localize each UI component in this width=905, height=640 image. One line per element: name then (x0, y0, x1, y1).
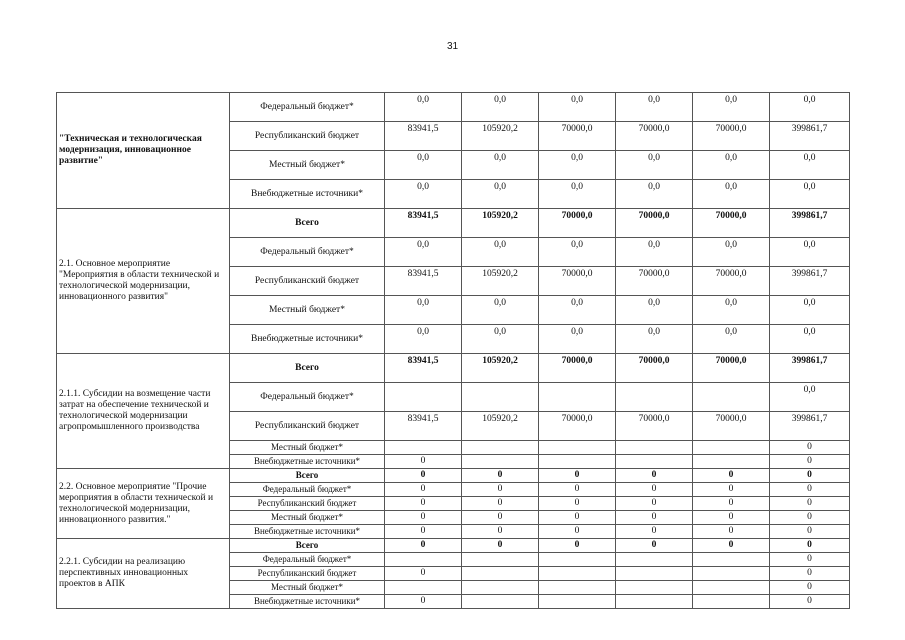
value-cell: 399861,7 (770, 412, 850, 441)
value-cell (539, 455, 616, 469)
value-cell: 105920,2 (462, 412, 539, 441)
value-cell (462, 455, 539, 469)
value-cell (462, 581, 539, 595)
value-cell: 83941,5 (385, 122, 462, 151)
value-cell: 0 (616, 539, 693, 553)
value-cell: 0,0 (616, 151, 693, 180)
value-cell: 70000,0 (616, 267, 693, 296)
value-cell: 0 (770, 539, 850, 553)
value-cell (462, 383, 539, 412)
value-cell: 0 (385, 497, 462, 511)
value-cell: 0 (770, 567, 850, 581)
section-label: 2.1. Основное мероприятие "Мероприятия в области технической и технологической модернизации, инновационного развития" (57, 209, 230, 354)
value-cell (385, 581, 462, 595)
value-cell: 83941,5 (385, 354, 462, 383)
section-label: 2.1.1. Субсидии на возмещение части затрат на обеспечение технической и технологической модернизации агропромышленного производства (57, 354, 230, 469)
value-cell: 83941,5 (385, 209, 462, 238)
value-cell (693, 567, 770, 581)
value-cell: 0 (693, 497, 770, 511)
value-cell (539, 581, 616, 595)
page-number: 31 (446, 41, 459, 52)
value-cell: 0,0 (693, 180, 770, 209)
table-row (57, 469, 850, 483)
table-row (57, 93, 850, 122)
value-cell: 0 (770, 497, 850, 511)
source-label: Местный бюджет* (230, 151, 385, 180)
value-cell: 0,0 (616, 325, 693, 354)
value-cell: 0 (385, 567, 462, 581)
value-cell: 0 (462, 511, 539, 525)
value-cell: 83941,5 (385, 412, 462, 441)
value-cell: 0 (462, 469, 539, 483)
value-cell: 70000,0 (616, 354, 693, 383)
source-label: Внебюджетные источники* (230, 525, 385, 539)
value-cell: 0 (770, 511, 850, 525)
source-label: Федеральный бюджет* (230, 383, 385, 412)
value-cell (693, 553, 770, 567)
source-label: Республиканский бюджет (230, 122, 385, 151)
source-label: Местный бюджет* (230, 441, 385, 455)
value-cell: 399861,7 (770, 354, 850, 383)
value-cell: 0 (770, 553, 850, 567)
source-label: Внебюджетные источники* (230, 325, 385, 354)
value-cell (616, 383, 693, 412)
value-cell (616, 441, 693, 455)
source-label: Местный бюджет* (230, 581, 385, 595)
value-cell: 0,0 (385, 180, 462, 209)
value-cell: 83941,5 (385, 267, 462, 296)
value-cell: 0,0 (462, 296, 539, 325)
value-cell: 0 (385, 525, 462, 539)
value-cell: 0 (616, 525, 693, 539)
value-cell: 0 (462, 497, 539, 511)
source-label: Местный бюджет* (230, 511, 385, 525)
value-cell (385, 553, 462, 567)
value-cell: 0 (385, 455, 462, 469)
value-cell: 0,0 (462, 180, 539, 209)
value-cell (616, 595, 693, 609)
value-cell (385, 383, 462, 412)
value-cell: 0 (385, 511, 462, 525)
table-row (57, 354, 850, 383)
value-cell: 0,0 (539, 238, 616, 267)
source-label: Федеральный бюджет* (230, 553, 385, 567)
source-label: Федеральный бюджет* (230, 93, 385, 122)
value-cell: 105920,2 (462, 267, 539, 296)
value-cell: 0 (693, 469, 770, 483)
value-cell: 105920,2 (462, 354, 539, 383)
value-cell: 0 (616, 497, 693, 511)
value-cell: 0,0 (539, 180, 616, 209)
value-cell: 0,0 (693, 93, 770, 122)
value-cell: 0,0 (539, 325, 616, 354)
value-cell: 0,0 (462, 151, 539, 180)
value-cell: 0,0 (693, 296, 770, 325)
value-cell: 0,0 (770, 383, 850, 412)
value-cell: 0 (770, 581, 850, 595)
value-cell: 0 (693, 483, 770, 497)
table-row (57, 209, 850, 238)
value-cell: 0,0 (385, 325, 462, 354)
value-cell (462, 595, 539, 609)
value-cell: 70000,0 (693, 267, 770, 296)
source-label: Республиканский бюджет (230, 267, 385, 296)
value-cell: 70000,0 (539, 122, 616, 151)
section-label: 2.2.1. Субсидии на реализацию перспективных инновационных проектов в АПК (57, 539, 230, 609)
value-cell: 399861,7 (770, 209, 850, 238)
value-cell: 0 (539, 525, 616, 539)
value-cell: 399861,7 (770, 122, 850, 151)
value-cell: 0 (770, 469, 850, 483)
value-cell: 0,0 (770, 296, 850, 325)
value-cell: 0 (385, 483, 462, 497)
value-cell (539, 595, 616, 609)
source-label: Республиканский бюджет (230, 412, 385, 441)
section-label: "Техническая и технологическая модернизация, инновационное развитие" (57, 93, 230, 209)
value-cell: 0 (770, 595, 850, 609)
value-cell: 0,0 (539, 93, 616, 122)
value-cell: 0,0 (462, 93, 539, 122)
value-cell: 0 (693, 511, 770, 525)
source-label: Всего (230, 354, 385, 383)
value-cell: 0,0 (385, 238, 462, 267)
value-cell: 0,0 (616, 180, 693, 209)
value-cell (693, 455, 770, 469)
value-cell: 70000,0 (693, 122, 770, 151)
value-cell (616, 581, 693, 595)
value-cell: 70000,0 (539, 209, 616, 238)
value-cell (616, 455, 693, 469)
value-cell (539, 567, 616, 581)
source-label: Республиканский бюджет (230, 567, 385, 581)
value-cell: 0,0 (462, 238, 539, 267)
value-cell: 70000,0 (616, 209, 693, 238)
source-label: Республиканский бюджет (230, 497, 385, 511)
value-cell: 0,0 (385, 93, 462, 122)
value-cell: 0 (462, 525, 539, 539)
value-cell: 0 (539, 497, 616, 511)
value-cell (462, 441, 539, 455)
value-cell: 0 (539, 511, 616, 525)
value-cell: 0,0 (539, 151, 616, 180)
value-cell: 0 (539, 483, 616, 497)
value-cell: 0 (539, 539, 616, 553)
value-cell (693, 581, 770, 595)
value-cell (539, 383, 616, 412)
value-cell: 0 (693, 539, 770, 553)
value-cell: 0,0 (385, 296, 462, 325)
value-cell (462, 567, 539, 581)
value-cell: 70000,0 (616, 122, 693, 151)
value-cell: 0 (770, 525, 850, 539)
value-cell: 0,0 (539, 296, 616, 325)
value-cell: 105920,2 (462, 122, 539, 151)
value-cell: 0 (616, 483, 693, 497)
table-body (57, 93, 850, 609)
value-cell: 105920,2 (462, 209, 539, 238)
value-cell: 0,0 (770, 151, 850, 180)
value-cell: 0 (616, 469, 693, 483)
source-label: Внебюджетные источники* (230, 455, 385, 469)
value-cell: 0,0 (693, 238, 770, 267)
value-cell: 70000,0 (539, 267, 616, 296)
value-cell: 0,0 (770, 93, 850, 122)
source-label: Всего (230, 539, 385, 553)
value-cell (539, 441, 616, 455)
value-cell (693, 441, 770, 455)
source-label: Местный бюджет* (230, 296, 385, 325)
value-cell: 0 (539, 469, 616, 483)
source-label: Внебюджетные источники* (230, 595, 385, 609)
value-cell: 70000,0 (693, 209, 770, 238)
source-label: Всего (230, 469, 385, 483)
value-cell: 0 (770, 455, 850, 469)
source-label: Внебюджетные источники* (230, 180, 385, 209)
value-cell: 0 (385, 595, 462, 609)
table-row (57, 539, 850, 553)
value-cell: 0,0 (770, 238, 850, 267)
value-cell (462, 553, 539, 567)
value-cell: 70000,0 (616, 412, 693, 441)
value-cell: 70000,0 (693, 412, 770, 441)
value-cell (693, 383, 770, 412)
value-cell: 0,0 (770, 325, 850, 354)
value-cell: 70000,0 (539, 412, 616, 441)
value-cell: 0,0 (616, 93, 693, 122)
value-cell: 0,0 (693, 325, 770, 354)
value-cell: 0 (616, 511, 693, 525)
source-label: Федеральный бюджет* (230, 238, 385, 267)
value-cell: 0 (385, 469, 462, 483)
source-label: Всего (230, 209, 385, 238)
value-cell (385, 441, 462, 455)
value-cell: 0,0 (462, 325, 539, 354)
value-cell: 0,0 (616, 238, 693, 267)
budget-table (56, 92, 850, 609)
value-cell: 0,0 (385, 151, 462, 180)
value-cell (616, 553, 693, 567)
value-cell: 70000,0 (693, 354, 770, 383)
value-cell (616, 567, 693, 581)
value-cell (539, 553, 616, 567)
value-cell: 0 (770, 483, 850, 497)
value-cell: 0 (693, 525, 770, 539)
value-cell: 0,0 (616, 296, 693, 325)
value-cell (693, 595, 770, 609)
value-cell: 70000,0 (539, 354, 616, 383)
value-cell: 0 (385, 539, 462, 553)
value-cell: 0 (462, 539, 539, 553)
value-cell: 399861,7 (770, 267, 850, 296)
value-cell: 0 (462, 483, 539, 497)
value-cell: 0,0 (770, 180, 850, 209)
section-label: 2.2. Основное мероприятие "Прочие мероприятия в области технической и технологической модернизации, инновационного развития." (57, 469, 230, 539)
source-label: Федеральный бюджет* (230, 483, 385, 497)
value-cell: 0 (770, 441, 850, 455)
value-cell: 0,0 (693, 151, 770, 180)
